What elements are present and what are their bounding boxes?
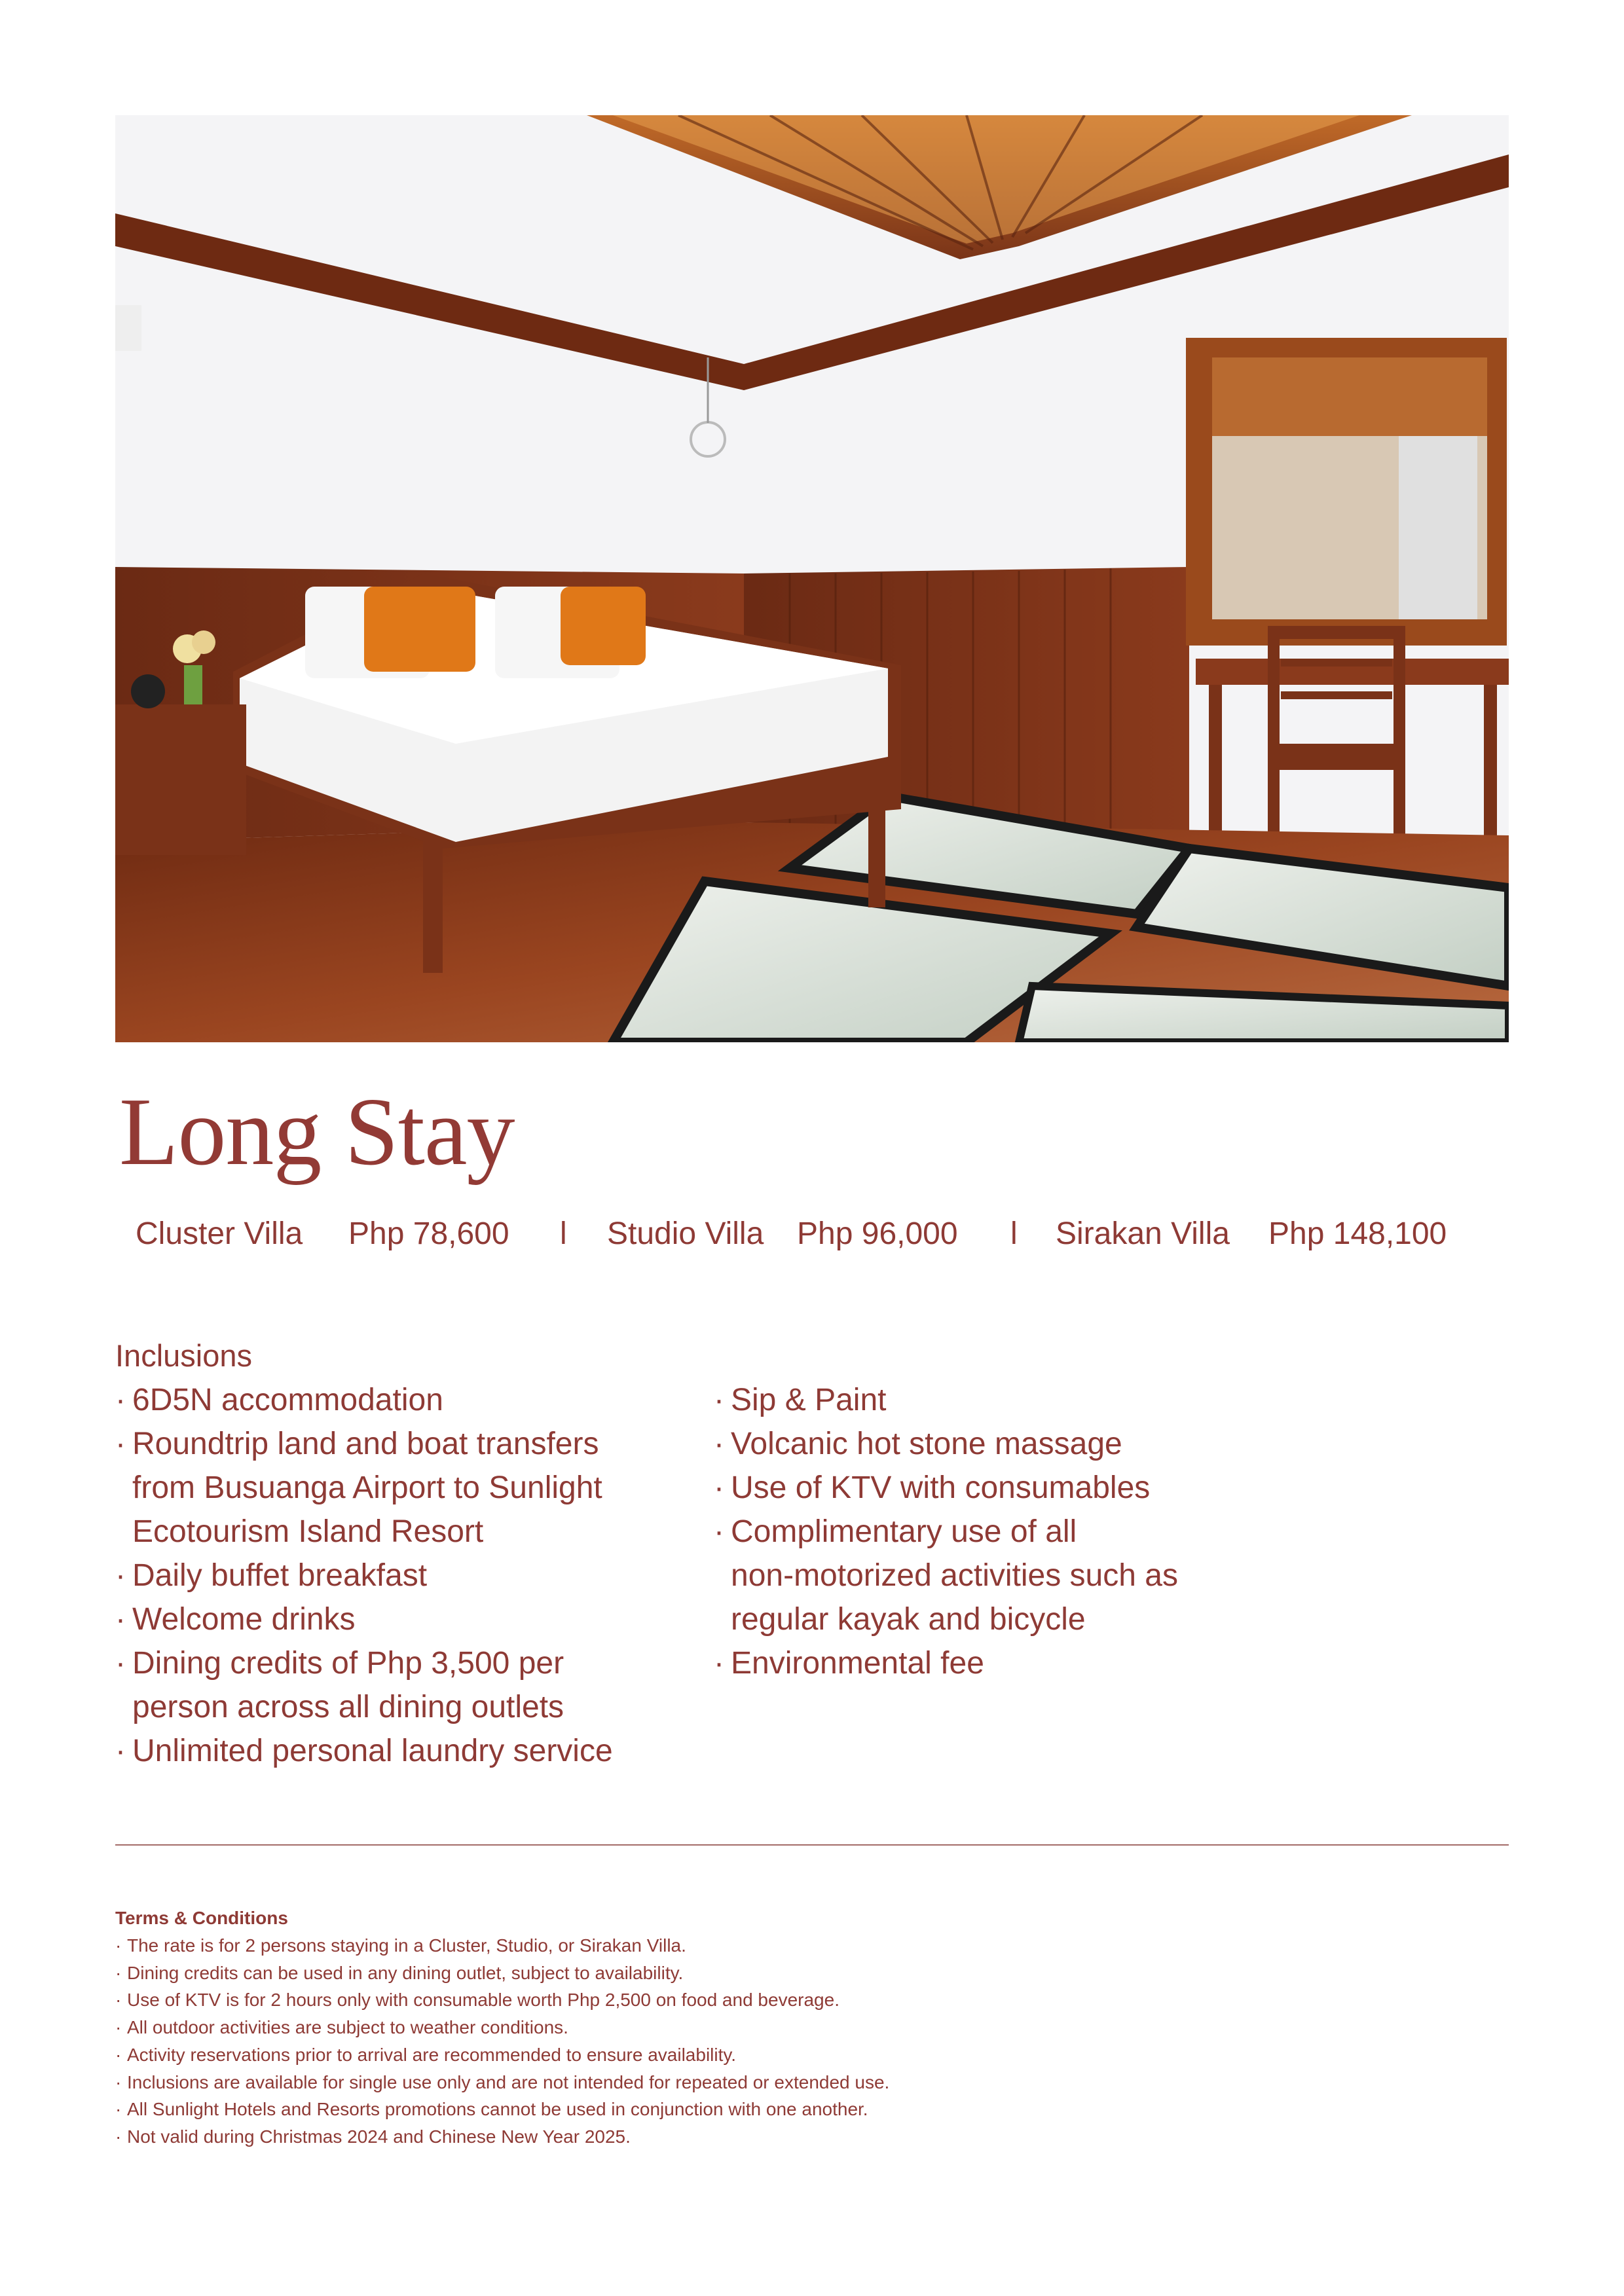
page-title: Long Stay [119,1078,515,1186]
inclusion-item: · Sip & Paint [714,1378,1290,1422]
inclusion-item: · 6D5N accommodation [115,1378,724,1422]
price-separator: l [560,1216,567,1251]
inclusions-list-right [714,1378,1290,1685]
villa-name-cluster: Cluster Villa [136,1216,303,1251]
hero-room-photo [115,115,1509,1042]
inclusion-item-continued: non-motorized activities such as [731,1558,1178,1593]
terms-item: · The rate is for 2 persons staying in a Cluster, Studio, or Sirakan Villa. [115,1932,1359,1959]
inclusion-item-continued: regular kayak and bicycle [731,1602,1086,1637]
inclusion-item: · Roundtrip land and boat transfers [115,1422,724,1466]
price-row [136,1211,1511,1257]
inclusion-item-continued: person across all dining outlets [132,1690,564,1724]
wall-lamp-icon [115,305,141,351]
price-separator: l [1010,1216,1018,1251]
inclusion-item-continued: from Busuanga Airport to Sunlight [132,1470,602,1505]
terms-item: · All outdoor activities are subject to weather conditions. [115,2014,1359,2041]
price-studio: Php 96,000 [797,1216,958,1251]
price-sirakan: Php 148,100 [1268,1216,1447,1251]
terms-item: · Use of KTV is for 2 hours only with consumable worth Php 2,500 on food and beverage. [115,1986,1359,2014]
section-divider [115,1844,1509,1846]
terms-list [115,1932,1359,2151]
terms-item: · All Sunlight Hotels and Resorts promotions cannot be used in conjunction with one another. [115,2096,1359,2123]
inclusion-item: · Use of KTV with consumables [714,1466,1290,1510]
price-cluster: Php 78,600 [348,1216,509,1251]
inclusion-item: · Daily buffet breakfast [115,1554,724,1597]
terms-heading: Terms & Conditions [115,1908,288,1928]
terms-item: · Inclusions are available for single use only and are not intended for repeated or extended use. [115,2069,1359,2096]
inclusion-item: · Dining credits of Php 3,500 per [115,1641,724,1685]
inclusion-item: · Volcanic hot stone massage [714,1422,1290,1466]
inclusion-item: · Unlimited personal laundry service [115,1729,724,1773]
villa-name-studio: Studio Villa [607,1216,764,1251]
inclusions-heading: Inclusions [115,1338,252,1373]
inclusions-list-left [115,1378,724,1773]
alarm-clock-icon [131,674,165,708]
room-illustration [115,115,1509,1042]
inclusion-item: · Environmental fee [714,1641,1290,1685]
inclusion-item: · Complimentary use of all [714,1510,1290,1554]
inclusion-item-continued: Ecotourism Island Resort [132,1514,484,1549]
villa-name-sirakan: Sirakan Villa [1056,1216,1230,1251]
terms-item: · Activity reservations prior to arrival are recommended to ensure availability. [115,2041,1359,2069]
inclusion-item: · Welcome drinks [115,1597,724,1641]
terms-item: · Dining credits can be used in any dining outlet, subject to availability. [115,1959,1359,1987]
terms-item: · Not valid during Christmas 2024 and Chinese New Year 2025. [115,2123,1359,2151]
